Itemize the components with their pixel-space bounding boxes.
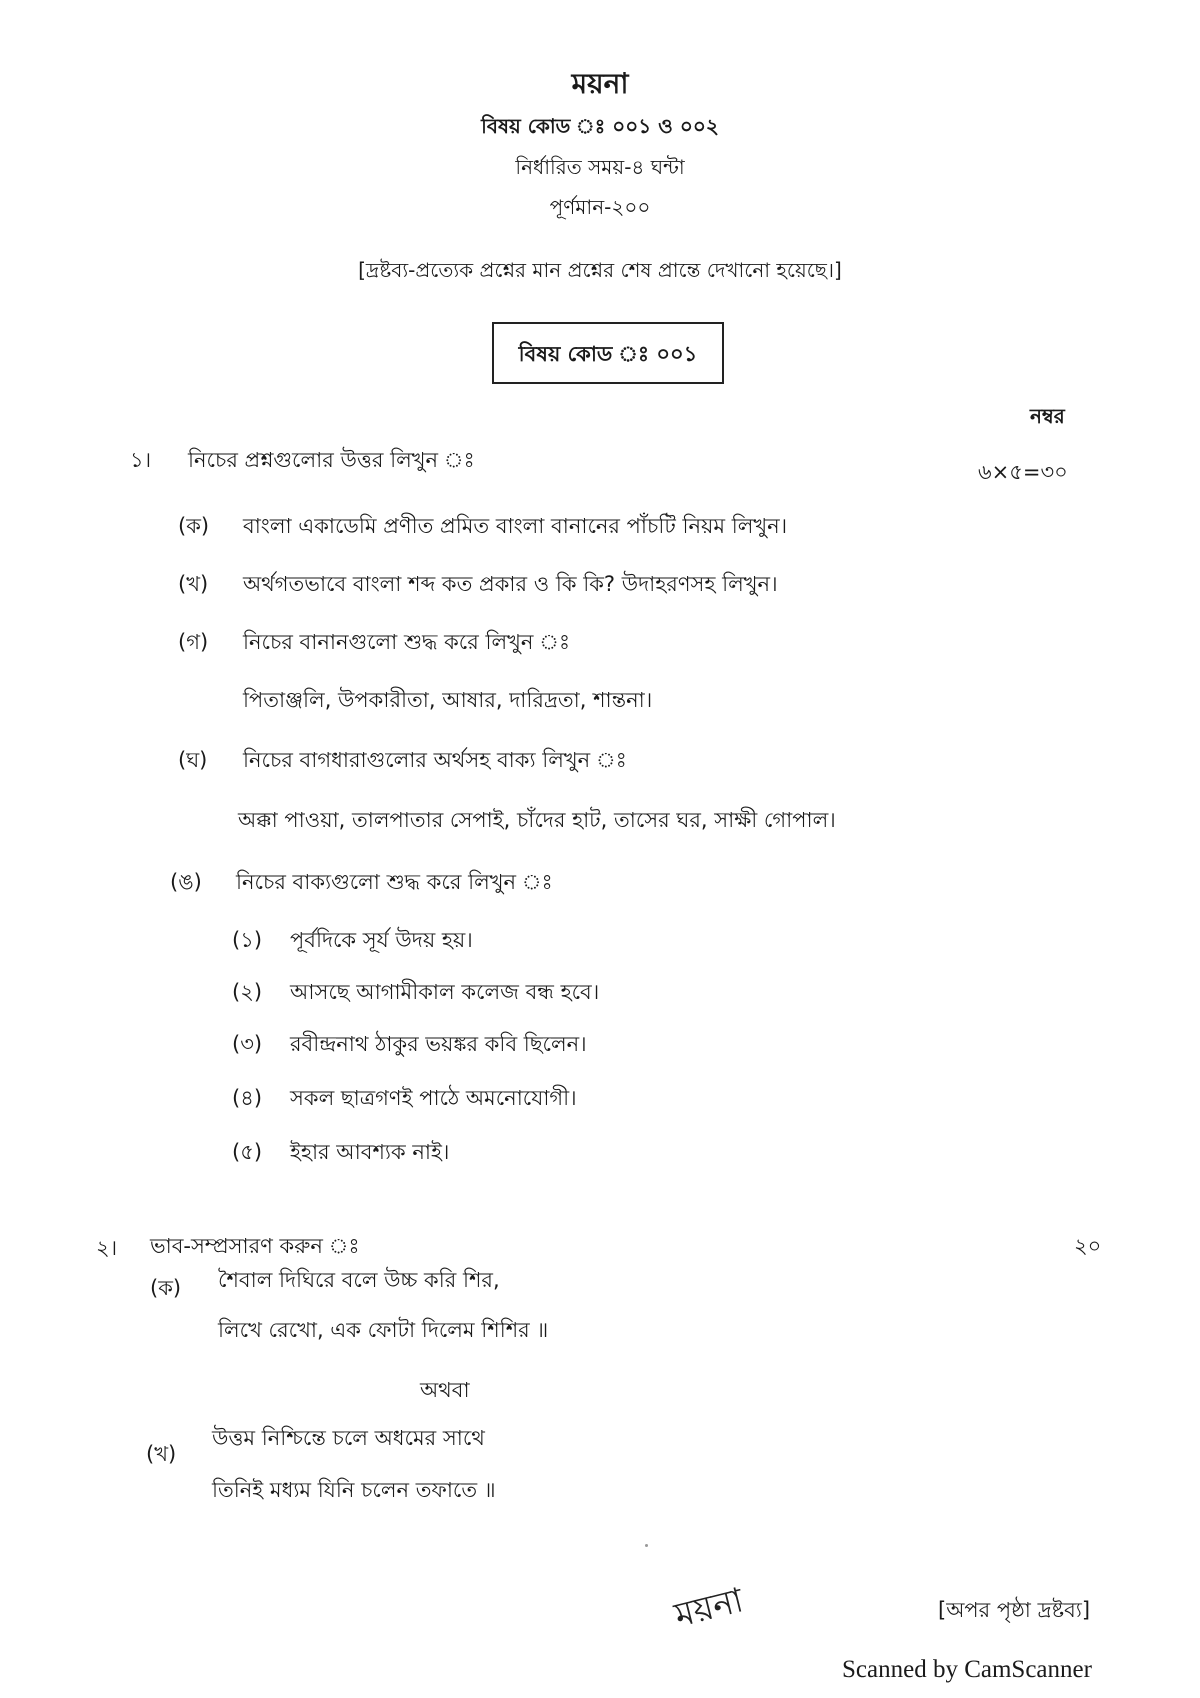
part-label: (ঘ) bbox=[178, 748, 208, 772]
marks-heading: নম্বর bbox=[1030, 404, 1065, 428]
subject-code-box bbox=[492, 322, 724, 384]
part-label: (ক) bbox=[178, 514, 210, 538]
instruction-note: [দ্রষ্টব্য-প্রত্যেক প্রশ্নের মান প্রশ্নের শেষ প্রান্তে দেখানো হয়েছে।] bbox=[358, 258, 842, 282]
part-label: (ক) bbox=[150, 1276, 182, 1300]
verse-line: তিনিই মধ্যম যিনি চলেন তফাতে ॥ bbox=[212, 1478, 496, 1502]
subject-codes: বিষয় কোড ঃ ০০১ ও ০০২ bbox=[481, 114, 719, 138]
sentence-text: ইহার আবশ্যক নাই। bbox=[290, 1140, 450, 1164]
sentence-label: (২) bbox=[232, 980, 263, 1004]
part-text: নিচের বাগধারাগুলোর অর্থসহ বাক্য লিখুন ঃ bbox=[243, 748, 627, 772]
sentence-text: আসছে আগামীকাল কলেজ বন্ধ হবে। bbox=[290, 980, 600, 1004]
verse-line: শৈবাল দিঘিরে বলে উচ্চ করি শির, bbox=[218, 1268, 500, 1292]
part-label: (খ) bbox=[178, 572, 209, 596]
part-text: অর্থগতভাবে বাংলা শব্দ কত প্রকার ও কি কি? উদাহরণসহ লিখুন। bbox=[243, 572, 778, 596]
question-1-text: নিচের প্রশ্নগুলোর উত্তর লিখুন ঃ bbox=[188, 448, 475, 472]
handwritten-signature: ময়না bbox=[670, 1580, 748, 1636]
turn-over-note: [অপর পৃষ্ঠা দ্রষ্টব্য] bbox=[938, 1598, 1091, 1622]
question-2-text: ভাব-সম্প্রসারণ করুন ঃ bbox=[150, 1234, 360, 1258]
sentence-text: সকল ছাত্রগণই পাঠে অমনোযোগী। bbox=[290, 1086, 577, 1110]
sentence-text: রবীন্দ্রনাথ ঠাকুর ভয়ঙ্কর কবি ছিলেন। bbox=[290, 1032, 587, 1056]
verse-line: উত্তম নিশ্চিন্তে চলে অধমের সাথে bbox=[212, 1426, 485, 1450]
verse-line: লিখে রেখো, এক ফোটা দিলেম শিশির ॥ bbox=[218, 1318, 549, 1342]
question-1-number: ১। bbox=[130, 448, 152, 472]
or-separator: অথবা bbox=[420, 1378, 470, 1402]
part-label: (গ) bbox=[178, 630, 209, 654]
part-label: (ঙ) bbox=[170, 870, 202, 894]
question-2-marks: ২০ bbox=[1074, 1234, 1102, 1258]
part-text: বাংলা একাডেমি প্রণীত প্রমিত বাংলা বানানের পাঁচটি নিয়ম লিখুন। bbox=[243, 514, 788, 538]
question-2-number: ২। bbox=[96, 1236, 118, 1260]
part-sub-text: পিতাঞ্জলি, উপকারীতা, আষার, দারিদ্রতা, শান্তনা। bbox=[243, 688, 653, 712]
page-title: ময়না bbox=[571, 67, 629, 100]
sentence-label: (১) bbox=[232, 928, 263, 952]
scan-speck bbox=[645, 1544, 648, 1547]
part-text: নিচের বাক্যগুলো শুদ্ধ করে লিখুন ঃ bbox=[236, 870, 553, 894]
question-1-marks: ৬×৫=৩০ bbox=[978, 460, 1068, 484]
part-label: (খ) bbox=[146, 1442, 177, 1466]
part-sub-text: অক্কা পাওয়া, তালপাতার সেপাই, চাঁদের হাট, তাসের ঘর, সাক্ষী গোপাল। bbox=[238, 808, 836, 832]
sentence-label: (৩) bbox=[232, 1032, 263, 1056]
full-marks: পূর্ণমান-২০০ bbox=[549, 195, 651, 219]
boxed-subject-code: বিষয় কোড ঃ ০০১ bbox=[518, 342, 698, 366]
sentence-label: (৪) bbox=[232, 1086, 263, 1110]
sentence-text: পূর্বদিকে সূর্য উদয় হয়। bbox=[290, 928, 473, 952]
part-text: নিচের বানানগুলো শুদ্ধ করে লিখুন ঃ bbox=[243, 630, 571, 654]
exam-time: নির্ধারিত সময়-৪ ঘন্টা bbox=[515, 155, 685, 179]
scanner-watermark: Scanned by CamScanner bbox=[842, 1656, 1092, 1683]
sentence-label: (৫) bbox=[232, 1140, 263, 1164]
